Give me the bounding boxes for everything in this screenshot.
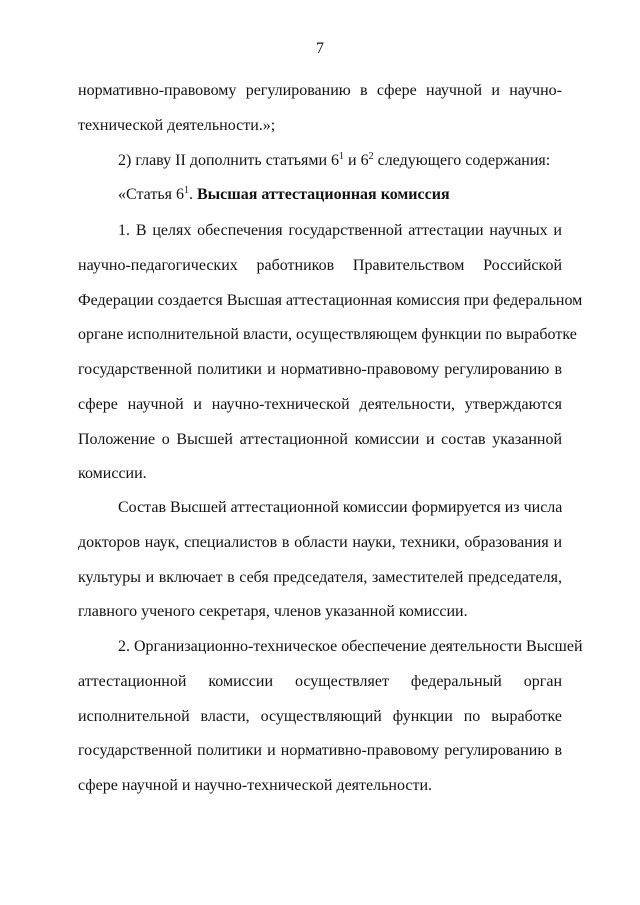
article-label: «Статья 6 (118, 186, 184, 203)
article-title: Высшая аттестационная комиссия (196, 186, 450, 203)
superscript: 1 (339, 151, 345, 162)
paragraph-line: государственной политики и нормативно-правовому регулированию в (78, 361, 562, 378)
paragraph-line: главного ученого секретаря, членов указанной комиссии. (78, 603, 468, 620)
text-line: нормативно-правовому регулированию в сфере научной и научно- (78, 82, 562, 99)
paragraph-line: 2. Организационно-техническое обеспечение деятельности Высшей (118, 638, 583, 655)
paragraph-line: комиссии. (78, 465, 147, 482)
paragraph-line: органе исполнительной власти, осуществляющем функции по выработке (78, 326, 577, 343)
amendment-text: следующего содержания: (373, 152, 551, 169)
article-separator: . (188, 186, 197, 203)
paragraph-line: 1. В целях обеспечения государственной аттестации научных и (118, 222, 562, 239)
paragraph-line: государственной политики и нормативно-правовому регулированию в (78, 742, 562, 759)
paragraph-line: аттестационной комиссии осуществляет федеральный орган (78, 673, 562, 690)
paragraph-line: исполнительной власти, осуществляющий функции по выработке (78, 708, 562, 725)
paragraph-line: докторов наук, специалистов в области науки, техники, образования и (78, 534, 562, 551)
article-heading (118, 185, 562, 205)
text-line: технической деятельности.»; (78, 117, 276, 134)
superscript: 2 (368, 151, 374, 162)
superscript: 1 (183, 185, 189, 196)
paragraph-line: Федерации создается Высшая аттестационная комиссия при федеральном (78, 292, 583, 309)
paragraph-line: сфере научной и научно-технической деятельности. (78, 777, 433, 794)
paragraph-line: культуры и включает в себя председателя, заместителей председателя, (78, 569, 562, 586)
paragraph-line: сфере научной и научно-технической деятельности, утверждаются (78, 396, 562, 413)
page-number: 7 (316, 40, 324, 57)
paragraph-line: Положение о Высшей аттестационной комиссии и состав указанной (78, 431, 562, 448)
amendment-text: и 6 (344, 152, 369, 169)
amendment-line (118, 151, 562, 171)
paragraph-line: научно-педагогических работников Правительством Российской (78, 257, 562, 274)
paragraph-line: Состав Высшей аттестационной комиссии формируется из числа (118, 499, 563, 516)
amendment-text: 2) главу II дополнить статьями 6 (118, 152, 340, 169)
